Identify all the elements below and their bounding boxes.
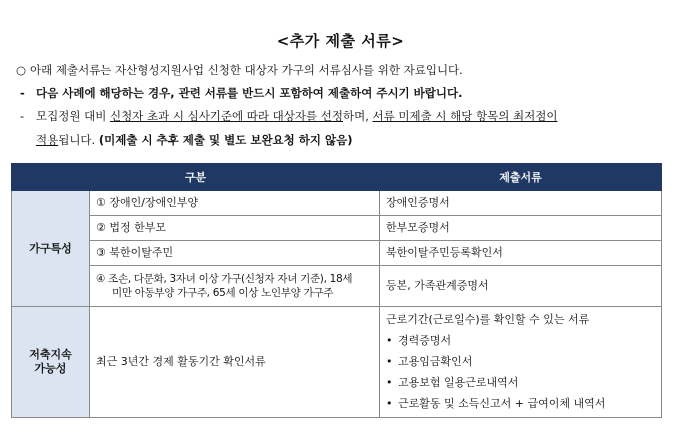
table-row xyxy=(12,241,662,266)
row-item-line-2: 미만 아동부양 가구주, 65세 이상 노인부양 가구주 xyxy=(112,287,334,299)
table-row xyxy=(12,191,662,216)
intro-line-1 xyxy=(16,62,463,78)
list-item-label: 근로활동 및 소득신고서 + 급여이체 내역서 xyxy=(398,397,606,410)
intro-text-3d: 서류 미제출 시 해당 항목의 최저점이 xyxy=(372,109,558,123)
row-docs: 등본, 가족관계증명서 xyxy=(380,266,662,307)
bullet-icon: • xyxy=(386,376,393,389)
row-docs: 북한이탈주민등록확인서 xyxy=(380,241,662,266)
intro-text-3b: 신청자 초과 시 심사기준에 따라 대상자를 선정 xyxy=(109,109,343,123)
docs-list xyxy=(386,330,655,414)
group-saving-label-line-2: 가능성 xyxy=(34,362,67,375)
intro-text-3a: 모집정원 대비 xyxy=(36,109,110,123)
row-item: 최근 3년간 경제 활동기간 확인서류 xyxy=(90,307,380,418)
row-docs: 장애인증명서 xyxy=(380,191,662,216)
header-docs: 제출서류 xyxy=(380,164,662,191)
intro-line-4 xyxy=(36,132,352,148)
intro-text-4b: 됩니다. xyxy=(58,133,99,147)
row-docs xyxy=(380,307,662,418)
header-category: 구분 xyxy=(12,164,380,191)
row-docs: 한부모증명서 xyxy=(380,216,662,241)
dash-marker: - xyxy=(20,109,25,123)
bullet-icon: • xyxy=(386,397,393,410)
page-title: <추가 제출 서류> xyxy=(276,32,405,50)
table-row xyxy=(12,266,662,307)
table-row xyxy=(12,216,662,241)
group-household-label: 가구특성 xyxy=(12,191,90,307)
list-item-label: 고용임금확인서 xyxy=(398,355,473,368)
intro-text-2: 다음 사례에 해당하는 경우, 관련 서류를 반드시 포함하여 제출하여 주시기 바랍니다. xyxy=(36,86,463,100)
list-item xyxy=(386,351,655,372)
bullet-icon: • xyxy=(386,334,393,347)
list-item xyxy=(386,372,655,393)
row-item-line-1: ④ 조손, 다문화, 3자녀 이상 가구(신청자 자녀 기준), 18세 xyxy=(96,273,353,285)
bullet-icon: • xyxy=(386,355,393,368)
documents-table xyxy=(11,163,662,418)
docs-title: 근로기간(근로일수)를 확인할 수 있는 서류 xyxy=(386,313,590,326)
list-item-label: 고용보험 일용근로내역서 xyxy=(398,376,519,389)
table-row xyxy=(12,307,662,418)
group-saving-label xyxy=(12,307,90,418)
intro-text-1: 아래 제출서류는 자산형성지원사업 신청한 대상자 가구의 서류심사를 위한 자료입니다. xyxy=(30,63,463,77)
list-item-label: 경력증명서 xyxy=(398,334,452,347)
row-item: ① 장애인/장애인부양 xyxy=(90,191,380,216)
row-item: ③ 북한이탈주민 xyxy=(90,241,380,266)
list-item xyxy=(386,330,655,351)
intro-line-2 xyxy=(20,85,462,101)
list-item xyxy=(386,393,655,414)
dash-marker: - xyxy=(20,86,25,100)
intro-text-4a: 적용 xyxy=(36,133,59,147)
group-saving-label-line-1: 저축지속 xyxy=(29,348,72,361)
row-item xyxy=(90,266,380,307)
circle-marker: ○ xyxy=(16,63,27,77)
table-header-row xyxy=(12,164,662,191)
intro-line-3 xyxy=(20,108,557,124)
row-item: ② 법정 한부모 xyxy=(90,216,380,241)
intro-text-4c: (미제출 시 추후 제출 및 별도 보완요청 하지 않음) xyxy=(98,133,353,147)
intro-text-3c: 하며, xyxy=(342,109,373,123)
